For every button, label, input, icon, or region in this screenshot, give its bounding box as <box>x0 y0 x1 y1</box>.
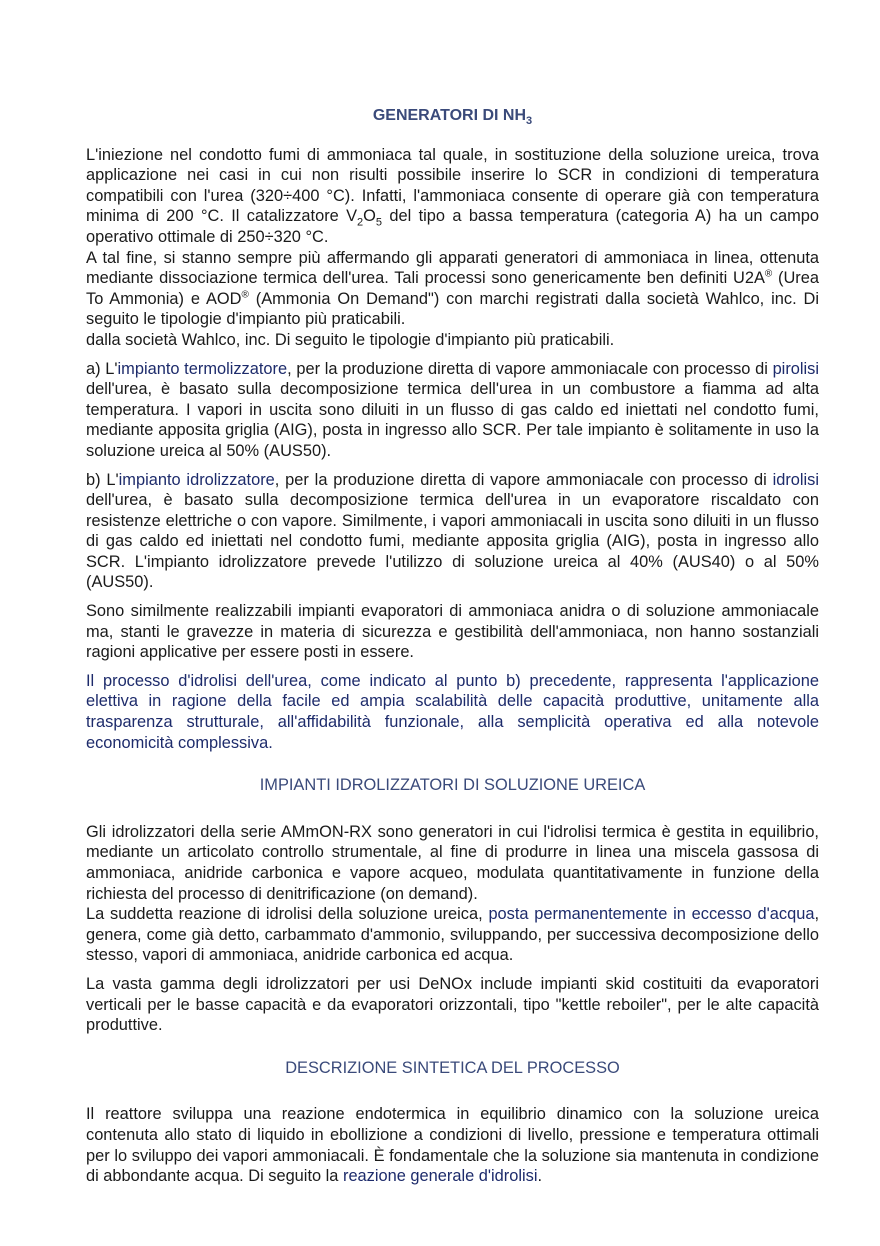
paragraph-ammon-rx: Gli idrolizzatori della serie AMmON-RX sono generatori in cui l'idrolisi termica è gestita in equilibrio, mediante un articolato controllo strumentale, al fine di produrre in linea una miscela gassosa di ammoniaca, anidride carbonica e vapore acqueo, modulata quantitativamente in funzione della richiesta del processo di denitrificazione (on demand). <box>86 822 819 903</box>
paragraph-elective-application: Il processo d'idrolisi dell'urea, come indicato al punto b) precedente, rappresenta l'applicazione elettiva in ragione della facile ed ampia scalabilità delle capacità produttive, unitamente alla trasparenza strutturale, all'affidabilità funzionale, alla semplicità operativa ed alla notevole economicità complessiva. <box>86 671 819 752</box>
paragraph-thermolyzer: a) L'impianto termolizzatore, per la produzione diretta di vapore ammoniacale con processo di pirolisi dell'urea, è basato sulla decomposizione termica dell'urea in un combustore a fiamma ad alta temperatura. I vapori in uscita sono diluiti in un flusso di gas caldo ed iniettati nel condotto fumi, mediante apposita griglia (AIG), posta in ingresso allo SCR. Per tale impianto è solitamente in uso la soluzione ureica al 50% (AUS50). <box>86 359 820 460</box>
paragraph-product-range: La vasta gamma degli idrolizzatori per usi DeNOx include impianti skid costituiti da evaporatori verticali per le basse capacità e da evaporatori orizzontali, tipo "kettle reboiler", per le alte capacità produttive. <box>86 974 819 1035</box>
paragraph-hydrolyzer: b) L'impianto idrolizzatore, per la produzione diretta di vapore ammoniacale con processo di idrolisi dell'urea, è basato sulla decomposizione termica dell'urea in un evaporatore riscaldato con resistenze elettriche o con vapore. Similmente, i vapori ammoniacali in uscita sono diluiti in un flusso di gas caldo ed iniettati nel condotto fumi, mediante apposita griglia (AIG), posta in ingresso allo SCR. L'impianto idrolizzatore prevede l'utilizzo di soluzione ureica al 40% (AUS40) o al 50% (AUS50). <box>86 470 820 592</box>
document-page <box>86 100 819 1187</box>
paragraph-ammonia-injection: L'iniezione nel condotto fumi di ammoniaca tal quale, in sostituzione della soluzione ureica, trova applicazione nei casi in cui non risulti possibile inserire lo SCR in condizioni di temperatura compatibili con l'urea (320÷400 °C). Infatti, l'ammoniaca consente di operare già con temperatura minima di 200 °C. Il catalizzatore $V_2O_5$ del tipo a bassa temperatura (categoria A) ha un campo operativo ottimale di 250÷320 °C. <box>86 145 819 246</box>
paragraph-repeated-line: dalla società Wahlco, inc. Di seguito le tipologie d'impianto più praticabili. <box>86 330 615 349</box>
highlight-hydrolyzer-plant: impianto idrolizzatore <box>118 470 275 489</box>
section-title-hydrolyzers: IMPIANTI IDROLIZZATORI DI SOLUZIONE UREICA <box>259 776 646 795</box>
section-title-process-description: DESCRIZIONE SINTETICA DEL PROCESSO <box>285 1058 620 1077</box>
paragraph-ammonia-generators: A tal fine, si stanno sempre più affermando gli apparati generatori di ammoniaca in linea, ottenuta mediante dissociazione termica dell'urea. Tali processi sono genericamente ben definiti U2A® (Urea To Ammonia) e AOD® (Ammonia On Demand") con marchi registrati dalla società Wahlco, inc. Di seguito le tipologie d'impianto più praticabili. <box>86 248 819 329</box>
paragraph-evaporators: Sono similmente realizzabili impianti evaporatori di ammoniaca anidra o di soluzione ammoniacale ma, stanti le gravezze in materia di sicurezza e gestibilità dell'ammoniaca, non hanno sostanziali ragioni applicative per essere posti in essere. <box>86 602 819 662</box>
paragraph-hydrolysis-reaction: La suddetta reazione di idrolisi della soluzione ureica, posta permanentemente in eccesso d'acqua, genera, come già detto, carbammato d'ammonio, sviluppando, per successiva decomposizione dello stesso, vapori di ammoniaca, anidride carbonica ed acqua. <box>86 905 819 965</box>
highlight-pyrolysis: pirolisi <box>772 359 820 378</box>
paragraph-reactor: Il reattore sviluppa una reazione endotermica in equilibrio dinamico con la soluzione ureica contenuta allo stato di liquido in ebollizione a condizioni di livello, pressione e temperatura ottimali per lo sviluppo dei vapori ammoniacali. È fondamentale che la soluzione sia mantenuta in condizione di abbondante acqua. Di seguito la reazione generale d'idrolisi. <box>86 1105 819 1186</box>
highlight-hydrolysis: idrolisi <box>772 470 820 489</box>
highlight-general-reaction: reazione generale d'idrolisi <box>342 1167 538 1186</box>
highlight-water-excess: posta permanentemente in eccesso d'acqua <box>488 905 815 924</box>
section-title-nh3-generators: GENERATORI DI $NH_3$ <box>372 107 533 128</box>
highlight-thermolyzer-plant: impianto termolizzatore <box>117 359 288 378</box>
